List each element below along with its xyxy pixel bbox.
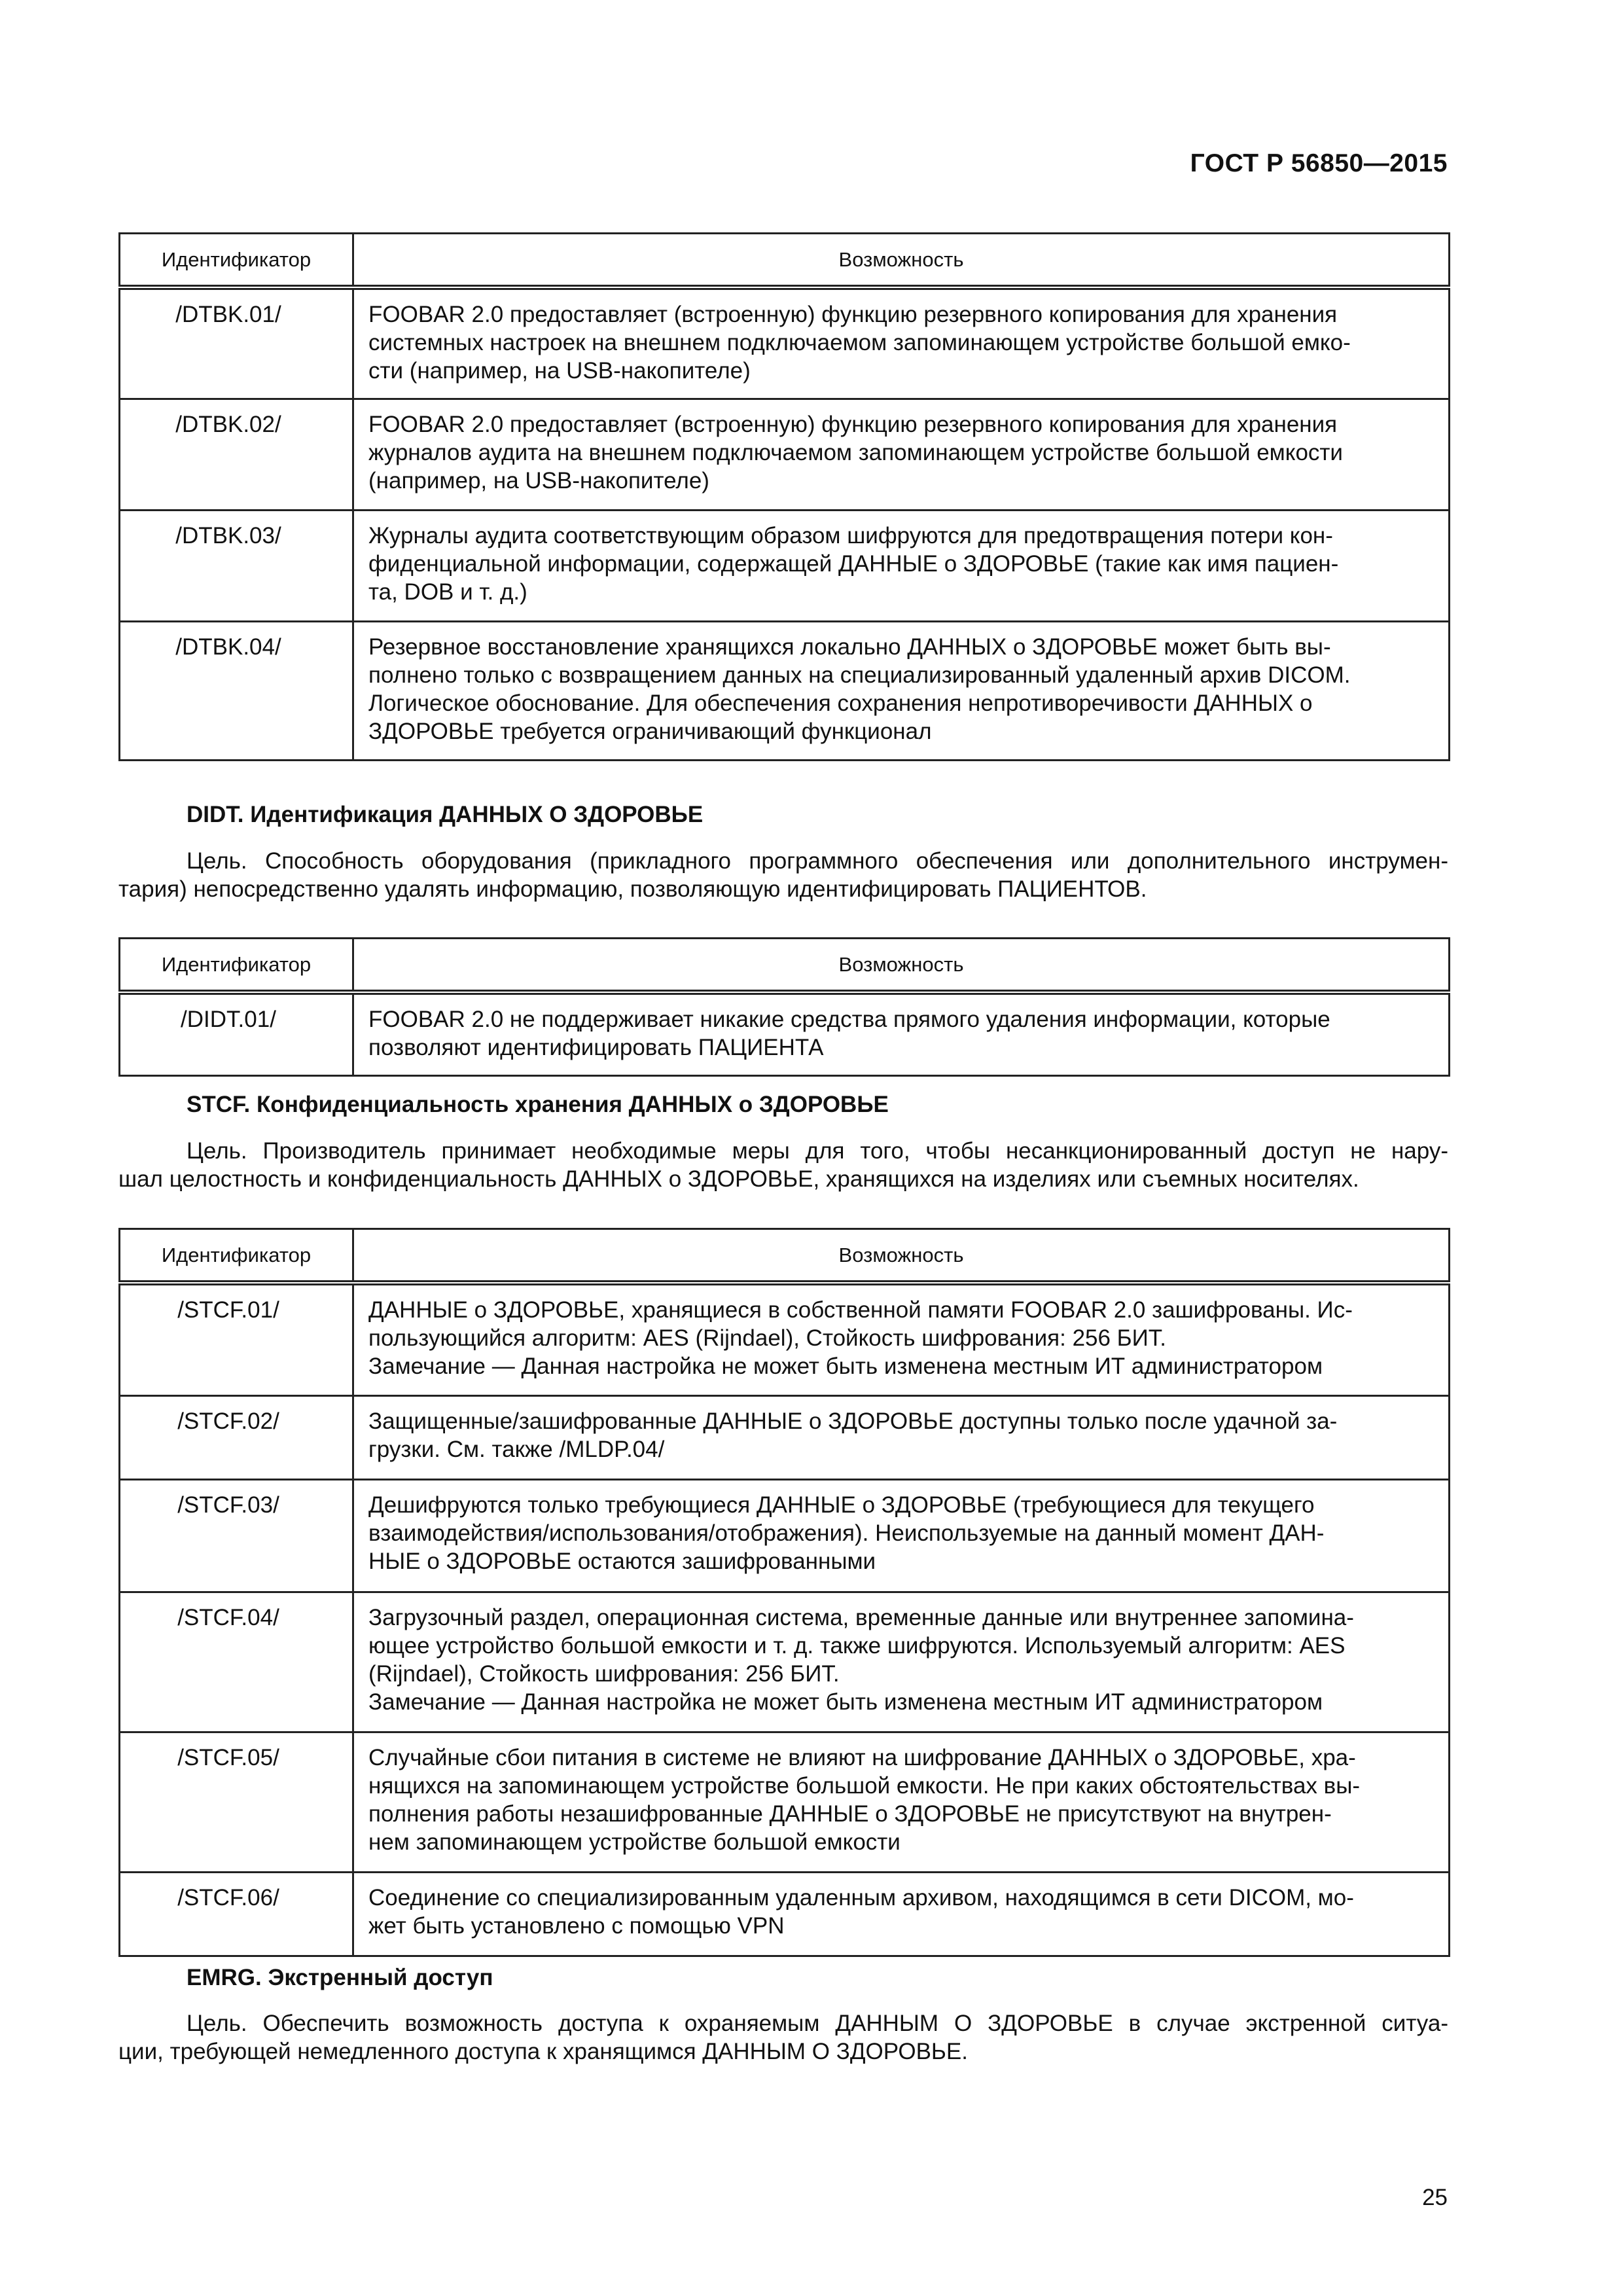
row-description: FOOBAR 2.0 не поддерживает никакие средства прямого удаления информации, которые позволяют идентифицировать ПАЦИЕНТА [353,992,1450,1076]
column-header-capability: Возможность [353,1229,1450,1283]
capability-table-didt [118,937,1450,1077]
page-number: 25 [1422,2185,1448,2210]
row-identifier: /STCF.03/ [120,1479,353,1592]
column-header-identifier: Идентификатор [120,939,353,993]
section-heading-stcf: STCF. Конфиденциальность хранения ДАННЫХ о ЗДОРОВЬЕ [187,1092,889,1117]
row-identifier: /STCF.01/ [120,1283,353,1395]
row-description: ДАННЫЕ о ЗДОРОВЬЕ, хранящиеся в собственной памяти FOOBAR 2.0 зашифрованы. Ис- пользующийся алгоритм: AES (Rijndael), Стойкость шифрования: 256 БИТ. Замечание — Данная настройка не может быть изменена местным ИТ администратором [353,1283,1450,1395]
section-heading-didt: DIDT. Идентификация ДАННЫХ О ЗДОРОВЬЕ [187,802,704,827]
row-identifier: /DTBK.02/ [120,399,353,511]
row-description: FOOBAR 2.0 предоставляет (встроенную) функцию резервного копирования для хранения системных настроек на внешнем подключаемом запоминающем устройстве большой емко- сти (например, на USB-накопителе) [353,287,1450,399]
table-row [120,511,1450,622]
table-row [120,1732,1450,1872]
table-row [120,1592,1450,1732]
row-description: Защищенные/зашифрованные ДАННЫЕ о ЗДОРОВЬЕ доступны только после удачной за- грузки. См. также /MLDP.04/ [353,1395,1450,1479]
section-heading-emrg: EMRG. Экстренный доступ [187,1965,493,1990]
capability-table-dtbk [118,232,1450,761]
row-identifier: /DTBK.01/ [120,287,353,399]
table-row [120,622,1450,761]
column-header-identifier: Идентификатор [120,234,353,288]
row-identifier: /STCF.06/ [120,1872,353,1956]
row-identifier: /DTBK.04/ [120,622,353,761]
row-identifier: /STCF.04/ [120,1592,353,1732]
table-row [120,1479,1450,1592]
column-header-capability: Возможность [353,234,1450,288]
table-row [120,992,1450,1076]
column-header-identifier: Идентификатор [120,1229,353,1283]
row-description: Резервное восстановление хранящихся локально ДАННЫХ о ЗДОРОВЬЕ может быть вы- полнено только с возвращением данных на специализированный удаленный архив DICOM. Логическое обоснование. Для обеспечения сохранения непротиворечивости ДАННЫХ о ЗДОРОВЬЕ требуется ограничивающий функционал [353,622,1450,761]
row-description: Дешифруются только требующиеся ДАННЫЕ о ЗДОРОВЬЕ (требующиеся для текущего взаимодействия/использования/отображения). Неиспользуемые на данный момент ДАН- НЫЕ о ЗДОРОВЬЕ остаются зашифрованными [353,1479,1450,1592]
section-goal-didt: Цель. Способность оборудования (прикладного программного обеспечения или дополнительного инструмен- тария) непосредственно удалять информацию, позволяющую идентифицировать ПАЦИЕНТОВ. [118,848,1448,902]
table-row [120,1283,1450,1395]
row-description: FOOBAR 2.0 предоставляет (встроенную) функцию резервного копирования для хранения журналов аудита на внешнем подключаемом запоминающем устройстве большой емкости (например, на USB-накопителе) [353,399,1450,511]
row-identifier: /DIDT.01/ [120,992,353,1076]
capability-table-stcf [118,1228,1450,1957]
table-row [120,287,1450,399]
row-identifier: /DTBK.03/ [120,511,353,622]
row-description: Журналы аудита соответствующим образом шифруются для предотвращения потери кон- фиденциальной информации, содержащей ДАННЫЕ о ЗДОРОВЬЕ (такие как имя пациен- та, DOB и т. д.) [353,511,1450,622]
row-identifier: /STCF.02/ [120,1395,353,1479]
row-description: Соединение со специализированным удаленным архивом, находящимся в сети DICOM, мо- жет быть установлено с помощью VPN [353,1872,1450,1956]
table-row [120,399,1450,511]
document-code: ГОСТ Р 56850—2015 [1190,149,1448,177]
section-goal-stcf: Цель. Производитель принимает необходимые меры для того, чтобы несанкционированный доступ не нару- шал целостность и конфиденциальность ДАННЫХ о ЗДОРОВЬЕ, хранящихся на изделиях или съемных носителях. [118,1138,1448,1192]
table-row [120,1872,1450,1956]
row-description: Загрузочный раздел, операционная система, временные данные или внутреннее запомина- ющее устройство большой емкости и т. д. также шифруются. Используемый алгоритм: AES (Rijndael), Стойкость шифрования: 256 БИТ. Замечание — Данная настройка не может быть изменена местным ИТ администратором [353,1592,1450,1732]
row-description: Случайные сбои питания в системе не влияют на шифрование ДАННЫХ о ЗДОРОВЬЕ, хра- нящихся на запоминающем устройстве большой емкости. Не при каких обстоятельствах вы- полнения работы незашифрованные ДАННЫЕ о ЗДОРОВЬЕ не присутствуют на внутрен- нем запоминающем устройстве большой емкости [353,1732,1450,1872]
row-identifier: /STCF.05/ [120,1732,353,1872]
column-header-capability: Возможность [353,939,1450,993]
section-goal-emrg: Цель. Обеспечить возможность доступа к охраняемым ДАННЫМ О ЗДОРОВЬЕ в случае экстренной ситуа- ции, требующей немедленного доступа к хранящимся ДАННЫМ О ЗДОРОВЬЕ. [118,2011,1448,2064]
table-row [120,1395,1450,1479]
